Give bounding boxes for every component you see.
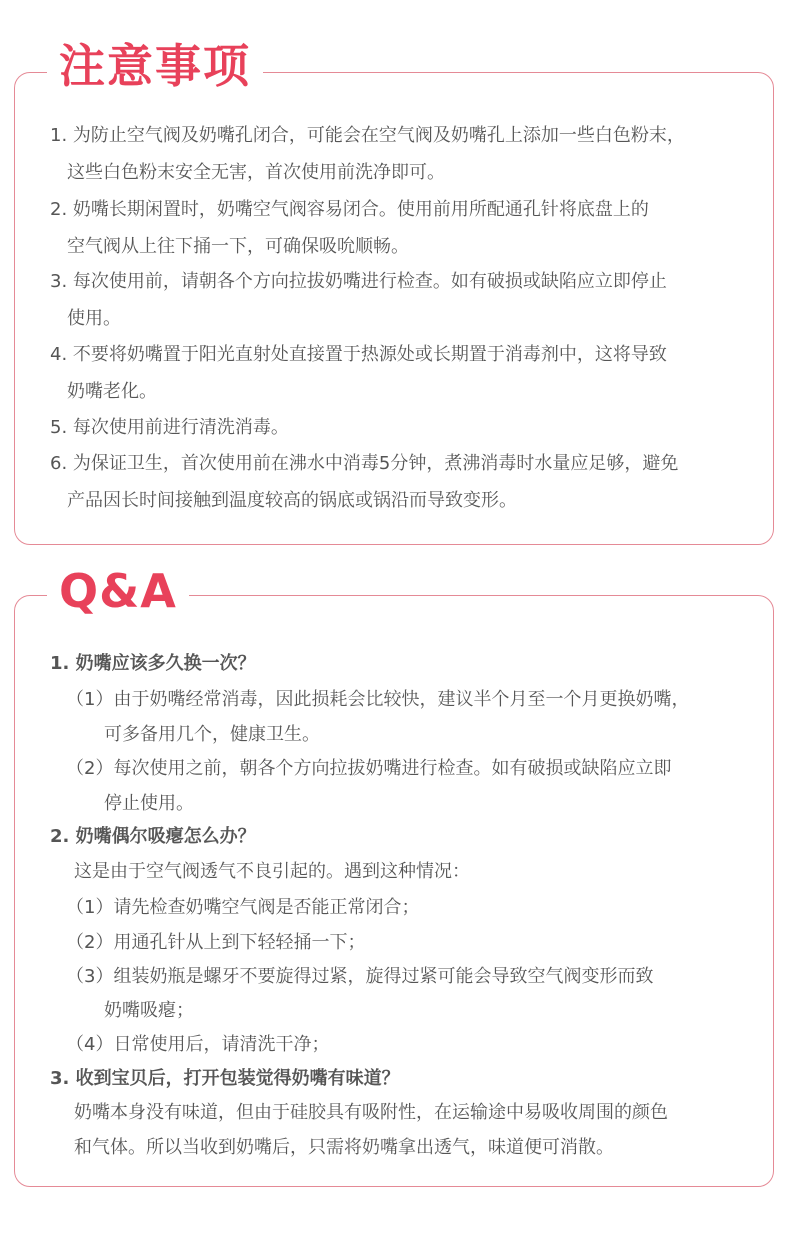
notice-item-6-line-1: 6. 为保证卫生，首次使用前在沸水中消毒5分钟，煮沸消毒时水量应足够，避免 — [50, 453, 679, 474]
qa-answer-2-3-line-2: 奶嘴吸瘪； — [104, 1000, 194, 1021]
qa-answer-1-1-line-2: 可多备用几个，健康卫生。 — [104, 724, 320, 745]
qa-question-3: 3. 收到宝贝后，打开包装觉得奶嘴有味道？ — [50, 1068, 400, 1089]
qa-answer-3-line-2: 和气体。所以当收到奶嘴后，只需将奶嘴拿出透气，味道便可消散。 — [74, 1137, 614, 1158]
notice-item-1-line-2: 这些白色粉末安全无害，首次使用前洗净即可。 — [67, 162, 445, 183]
notice-item-6-line-2: 产品因长时间接触到温度较高的锅底或锅沿而导致变形。 — [67, 490, 517, 511]
notice-item-5: 5. 每次使用前进行清洗消毒。 — [50, 417, 289, 438]
notice-item-3-line-2: 使用。 — [67, 308, 121, 329]
qa-answer-2-2: （2）用通孔针从上到下轻轻捅一下； — [66, 932, 366, 953]
qa-answer-2-1: （1）请先检查奶嘴空气阀是否能正常闭合； — [66, 897, 420, 918]
qa-question-2: 2. 奶嘴偶尔吸瘪怎么办？ — [50, 826, 256, 847]
qa-answer-2-intro: 这是由于空气阀透气不良引起的。遇到这种情况： — [74, 861, 470, 882]
qa-answer-1-2-line-2: 停止使用。 — [104, 793, 194, 814]
notice-item-3-line-1: 3. 每次使用前，请朝各个方向拉拔奶嘴进行检查。如有破损或缺陷应立即停止 — [50, 271, 667, 292]
qa-answer-3-line-1: 奶嘴本身没有味道，但由于硅胶具有吸附性，在运输途中易吸收周围的颜色 — [74, 1102, 668, 1123]
qa-panel — [14, 564, 774, 1187]
qa-answer-1-2-line-1: （2）每次使用之前，朝各个方向拉拔奶嘴进行检查。如有破损或缺陷应立即 — [66, 758, 672, 779]
notice-title: 注意事项 — [47, 43, 263, 89]
notice-item-2-line-1: 2. 奶嘴长期闲置时，奶嘴空气阀容易闭合。使用前用所配通孔针将底盘上的 — [50, 199, 649, 220]
notice-item-4-line-1: 4. 不要将奶嘴置于阳光直射处直接置于热源处或长期置于消毒剂中，这将导致 — [50, 344, 667, 365]
notice-item-4-line-2: 奶嘴老化。 — [67, 381, 157, 402]
notice-item-2-line-2: 空气阀从上往下捅一下，可确保吸吮顺畅。 — [67, 236, 409, 257]
notice-item-1-line-1: 1. 为防止空气阀及奶嘴孔闭合，可能会在空气阀及奶嘴孔上添加一些白色粉末， — [50, 125, 685, 146]
qa-title: Q&A — [47, 568, 189, 614]
qa-answer-2-3-line-1: （3）组装奶瓶是螺牙不要旋得过紧，旋得过紧可能会导致空气阀变形而致 — [66, 966, 654, 987]
qa-question-1: 1. 奶嘴应该多久换一次？ — [50, 653, 256, 674]
qa-answer-2-4: （4）日常使用后，请清洗干净； — [66, 1034, 330, 1055]
qa-answer-1-1-line-1: （1）由于奶嘴经常消毒，因此损耗会比较快，建议半个月至一个月更换奶嘴， — [66, 689, 690, 710]
